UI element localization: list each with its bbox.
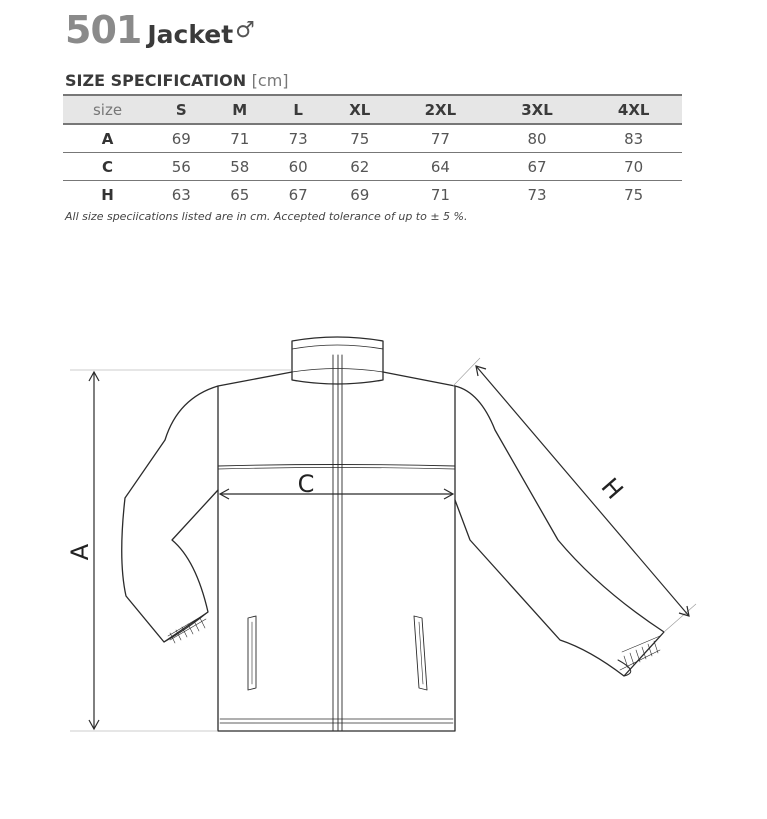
table-cell: 64 (392, 153, 489, 181)
spec-title: SIZE SPECIFICATION (65, 71, 247, 90)
right-pocket (414, 616, 427, 690)
size-col-header: 2XL (392, 95, 489, 124)
product-name: Jacket (147, 20, 234, 49)
dimension-h-label: H (595, 472, 629, 505)
row-label: A (63, 124, 152, 153)
table-cell: 75 (624, 185, 644, 204)
table-cell: 65 (230, 185, 250, 204)
dimension-c-label: C (297, 470, 315, 498)
jacket-body (218, 372, 455, 731)
table-cell: 67 (288, 185, 308, 204)
table-cell: 60 (269, 153, 327, 181)
table-cell: 70 (585, 153, 682, 181)
size-col-header: S (152, 95, 210, 124)
right-sleeve (455, 386, 664, 676)
table-cell: 69 (350, 185, 370, 204)
table-cell: 83 (585, 124, 682, 153)
table-cell: 73 (269, 124, 327, 153)
male-symbol-icon: ♂ (235, 18, 255, 43)
table-cell: 69 (152, 124, 210, 153)
dimension-h (453, 358, 696, 632)
size-col-header: L (269, 95, 327, 124)
spec-unit: [cm] (251, 71, 289, 90)
row-label: C (63, 153, 152, 181)
jacket-collar (292, 337, 383, 384)
table-cell: 58 (211, 153, 269, 181)
row-label: H (101, 185, 114, 204)
table-cell: 56 (152, 153, 210, 181)
jacket-zipper (333, 355, 342, 731)
table-cell: 71 (211, 124, 269, 153)
size-col-header: XL (327, 95, 392, 124)
table-cell: 62 (327, 153, 392, 181)
size-col-header: 4XL (585, 95, 682, 124)
size-corner-label: size (63, 95, 152, 124)
dimension-a (70, 370, 292, 731)
table-cell: 63 (171, 185, 191, 204)
tolerance-footnote: All size speciications listed are in cm. Accepted tolerance of up to ± 5 %. (65, 210, 468, 223)
size-col-header: 3XL (489, 95, 586, 124)
size-col-header: M (211, 95, 269, 124)
table-cell: 77 (392, 124, 489, 153)
table-cell: 71 (430, 185, 450, 204)
table-cell: 73 (527, 185, 547, 204)
table-cell: 67 (489, 153, 586, 181)
model-number: 501 (65, 8, 142, 52)
dimension-c (220, 489, 453, 499)
left-sleeve (122, 386, 218, 642)
table-cell: 75 (327, 124, 392, 153)
table-cell: 80 (489, 124, 586, 153)
dimension-a-label: A (66, 543, 94, 561)
